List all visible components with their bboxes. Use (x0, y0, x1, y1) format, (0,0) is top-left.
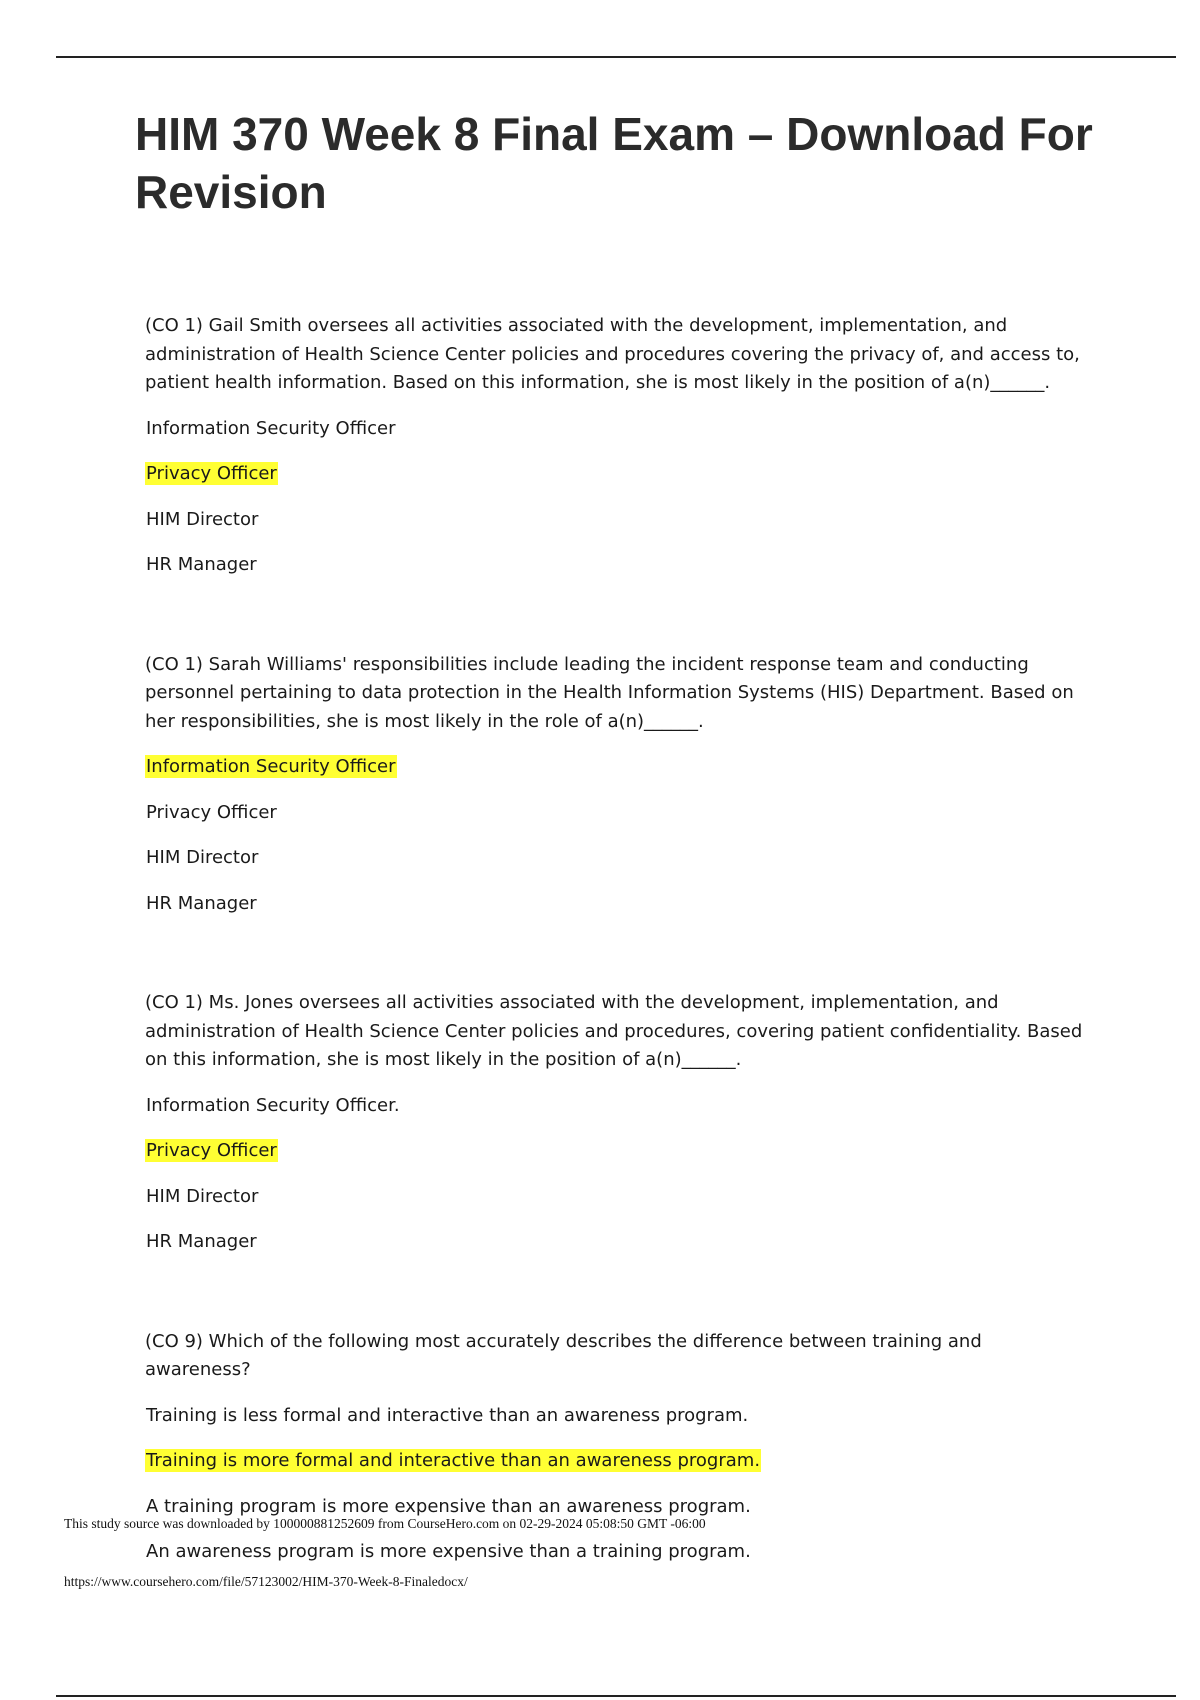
answer-option-highlighted: Information Security Officer (146, 756, 396, 777)
question-text: (CO 1) Gail Smith oversees all activities associated with the development, implementation, and administration of Health Science Center policies and procedures covering the privacy of, and access to, patient health information. Based on this information, she is most likely in the position of a(n)______. (145, 315, 1080, 393)
answer-option: Privacy Officer (146, 801, 277, 823)
answer-option: HR Manager (146, 892, 257, 914)
answer-option: A training program is more expensive than an awareness program. (146, 1495, 751, 1517)
answer-option-highlighted: Privacy Officer (146, 1140, 277, 1161)
answer-option: HR Manager (146, 554, 257, 575)
answer-option: HR Manager (146, 1231, 257, 1252)
answer-option: Information Security Officer (146, 417, 396, 439)
question-block (145, 651, 1090, 917)
answer-option: An awareness program is more expensive than a training program. (146, 1541, 751, 1562)
question-text: (CO 9) Which of the following most accurately describes the difference between training and awareness? (145, 1330, 982, 1380)
question-list (145, 312, 1090, 1584)
answer-option: HIM Director (146, 1185, 259, 1207)
answer-option-highlighted: Privacy Officer (146, 463, 277, 484)
bottom-divider (56, 1695, 1176, 1697)
document-title: HIM 370 Week 8 Final Exam – Download For Revision (135, 108, 1093, 218)
answer-option-highlighted: Training is more formal and interactive than an awareness program. (146, 1450, 761, 1471)
question-block (145, 989, 1090, 1255)
download-source-note: This study source was downloaded by 100000881252609 from CourseHero.com on 02-29-2024 05:08:50 GMT -06:00 (64, 1516, 706, 1531)
answer-option: Training is less formal and interactive than an awareness program. (146, 1404, 749, 1426)
top-divider (56, 56, 1176, 58)
answer-option: HIM Director (146, 847, 259, 868)
question-text: (CO 1) Ms. Jones oversees all activities associated with the development, implementation, and administration of Health Science Center policies and procedures, covering patient confidentiality. Based on this information, she is most likely in the position of a(n)______. (145, 992, 1083, 1070)
answer-option: HIM Director (146, 508, 259, 530)
question-text: (CO 1) Sarah Williams' responsibilities include leading the incident response team and conducting personnel pertaining to data protection in the Health Information Systems (HIS) Department. Based on her responsibilities, she is most likely in the role of a(n)______. (145, 653, 1074, 732)
answer-option: Information Security Officer. (146, 1094, 400, 1116)
source-url: https://www.coursehero.com/file/57123002/HIM-370-Week-8-Finaledocx/ (64, 1574, 468, 1589)
question-block (145, 312, 1090, 578)
